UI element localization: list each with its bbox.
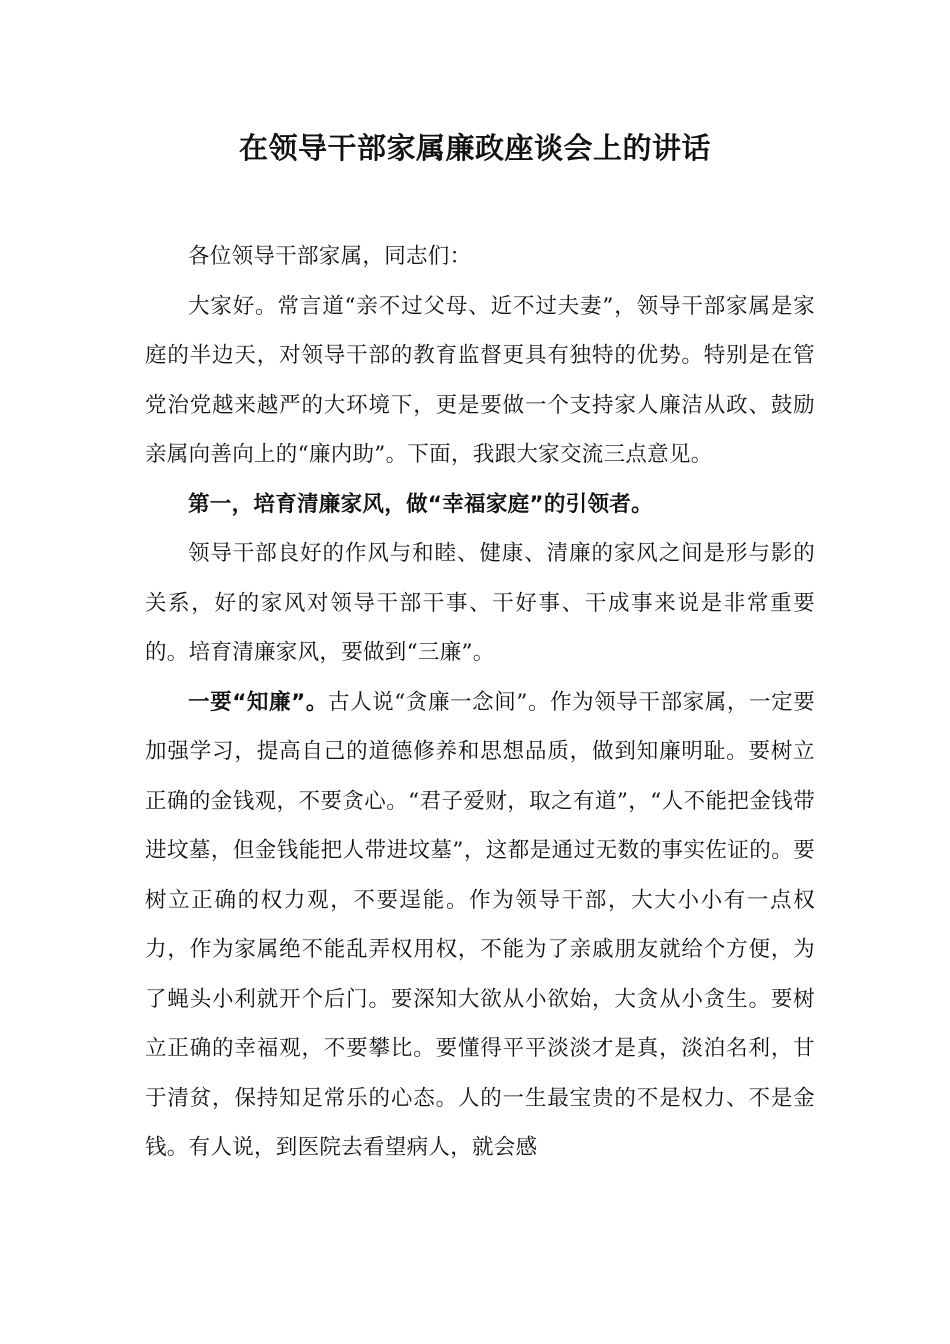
section-paragraph: 领导干部良好的作风与和睦、健康、清廉的家风之间是形与影的关系，好的家风对领导干部干事、干好事、干成事来说是非常重要的。培育清廉家风，要做到“三廉”。	[145, 541, 815, 665]
salutation-paragraph: 各位领导干部家属，同志们：	[188, 244, 472, 269]
document-body	[145, 232, 815, 1173]
intro-paragraph: 大家好。常言道“亲不过父母、近不过夫妻”，领导干部家属是家庭的半边天，对领导干部的教育监督更具有独特的优势。特别是在管党治党越来越严的大环境下，更是要做一个支持家人廉洁从政、鼓励亲属向善向上的“廉内助”。下面，我跟大家交流三点意见。	[145, 293, 815, 467]
point-paragraph	[145, 678, 815, 1173]
section-heading: 第一，培育清廉家风，做“幸福家庭”的引领者。	[188, 491, 653, 517]
point-body: 古人说“贪廉一念间”。作为领导干部家属，一定要加强学习，提高自己的道德修养和思想品质，做到知廉明耻。要树立正确的金钱观，不要贪心。“君子爱财，取之有道”，“人不能把金钱带进坟墓，但金钱能把人带进坟墓”，这都是通过无数的事实佐证的。要树立正确的权力观，不要逞能。作为领导干部，大大小小有一点权力，作为家属绝不能乱弄权用权，不能为了亲戚朋友就给个方便，为了蝇头小利就开个后门。要深知大欲从小欲始，大贪从小贪生。要树立正确的幸福观，不要攀比。要懂得平平淡淡才是真，淡泊名利，甘于清贫，保持知足常乐的心态。人的一生最宝贵的不是权力、不是金钱。有人说，到医院去看望病人，就会感	[145, 689, 815, 1160]
document-title: 在领导干部家属廉政座谈会上的讲话	[238, 131, 711, 165]
point-lead: 一要“知廉”。	[188, 689, 328, 715]
